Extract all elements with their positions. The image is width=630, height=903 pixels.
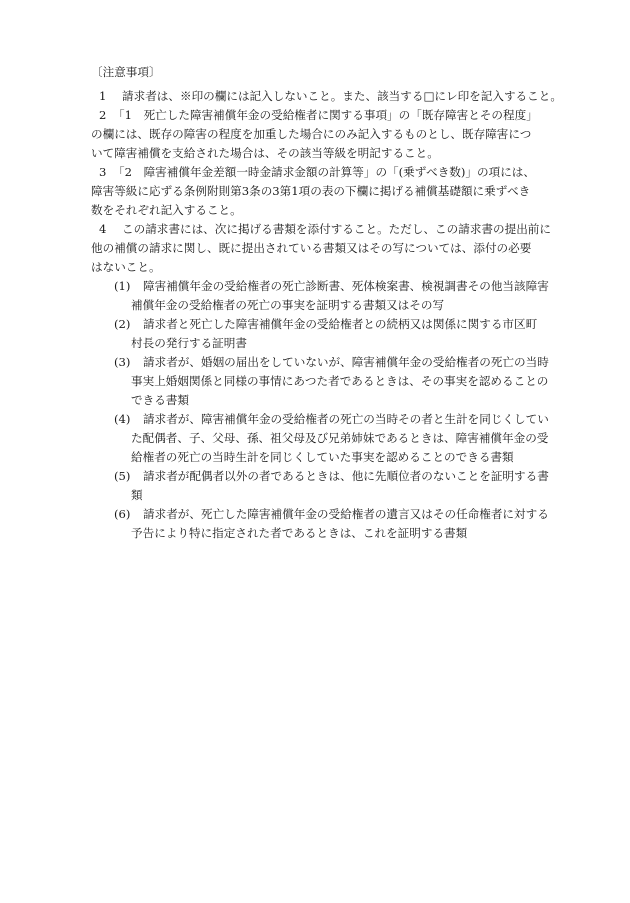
subitem-text-line: 補償年金の受給権者の死亡の事実を証明する書類又はその写: [131, 298, 445, 312]
subitem-number: (5): [114, 469, 131, 483]
subitem-text-line: 給権者の死亡の当時生計を同じくしていた事実を認めることのできる書類: [131, 450, 514, 464]
note-text-line: この請求書には、次に掲げる書類を添付すること。ただし、この請求書の提出前に: [122, 222, 551, 236]
subitem-text-line: 請求者が、婚姻の届出をしていないが、障害補償年金の受給権者の死亡の当時: [143, 355, 549, 369]
note-text-line: 「2 障害補償年金差額一時金請求金額の計算等」の「(乗ずべき数)」の項には、: [113, 165, 535, 179]
subitem-text-line: 村長の発行する証明書: [131, 336, 247, 350]
note-text-line: 請求者は、※印の欄には記入しないこと。また、該当する□にレ印を記入すること。: [122, 89, 562, 103]
subitem-number: (6): [114, 507, 131, 521]
note-text-line: 数をそれぞれ記入すること。: [91, 203, 242, 217]
note-text-line: 障害等級に応ずる条例附則第3条の3第1項の表の下欄に掲げる補償基礎額に乗ずべき: [91, 184, 531, 198]
subitem-text-line: できる書類: [131, 393, 189, 407]
note-text-line: 「1 死亡した障害補償年金の受給権者に関する事項」の「既存障害とその程度」: [113, 108, 538, 122]
note-text-line: いて障害補償を支給された場合は、その該当等級を明記すること。: [91, 146, 439, 160]
note-text-line: 他の補償の請求に関し、既に提出されている書類又はその写については、添付の必要: [91, 241, 532, 255]
subitem-number: (3): [114, 355, 131, 369]
subitem-text-line: 障害補償年金の受給権者の死亡診断書、死体検案書、検視調書その他当該障害: [143, 279, 549, 293]
note-text-line: の欄には、既存の障害の程度を加重した場合にのみ記入するものとし、既存障害につ: [91, 127, 532, 141]
note-number: 2: [99, 108, 107, 122]
subitem-text-line: 請求者が、障害補償年金の受給権者の死亡の当時その者と生計を同じくしてい: [143, 412, 549, 426]
subitem-text-line: 請求者と死亡した障害補償年金の受給権者との続柄又は関係に関する市区町: [143, 317, 538, 331]
subitem-text-line: 請求者が配偶者以外の者であるときは、他に先順位者のないことを証明する書: [143, 469, 549, 483]
subitem-number: (4): [114, 412, 131, 426]
subitem-text-line: た配偶者、子、父母、孫、祖父母及び兄弟姉妹であるときは、障害補償年金の受: [131, 431, 549, 445]
note-number: 1: [99, 89, 107, 103]
note-text-line: はないこと。: [91, 260, 161, 274]
subitem-number: (1): [114, 279, 131, 293]
subitem-text-line: 請求者が、死亡した障害補償年金の受給権者の遺言又はその任命権者に対する: [143, 507, 549, 521]
note-number: 4: [99, 222, 107, 236]
subitem-text-line: 類: [131, 488, 143, 502]
subitem-text-line: 予告により特に指定された者であるときは、これを証明する書類: [131, 526, 468, 540]
notes-heading: 〔注意事項〕: [91, 65, 161, 79]
subitem-text-line: 事実上婚姻関係と同様の事情にあつた者であるときは、その事実を認めることの: [131, 374, 549, 388]
note-number: 3: [99, 165, 107, 179]
subitem-number: (2): [114, 317, 131, 331]
